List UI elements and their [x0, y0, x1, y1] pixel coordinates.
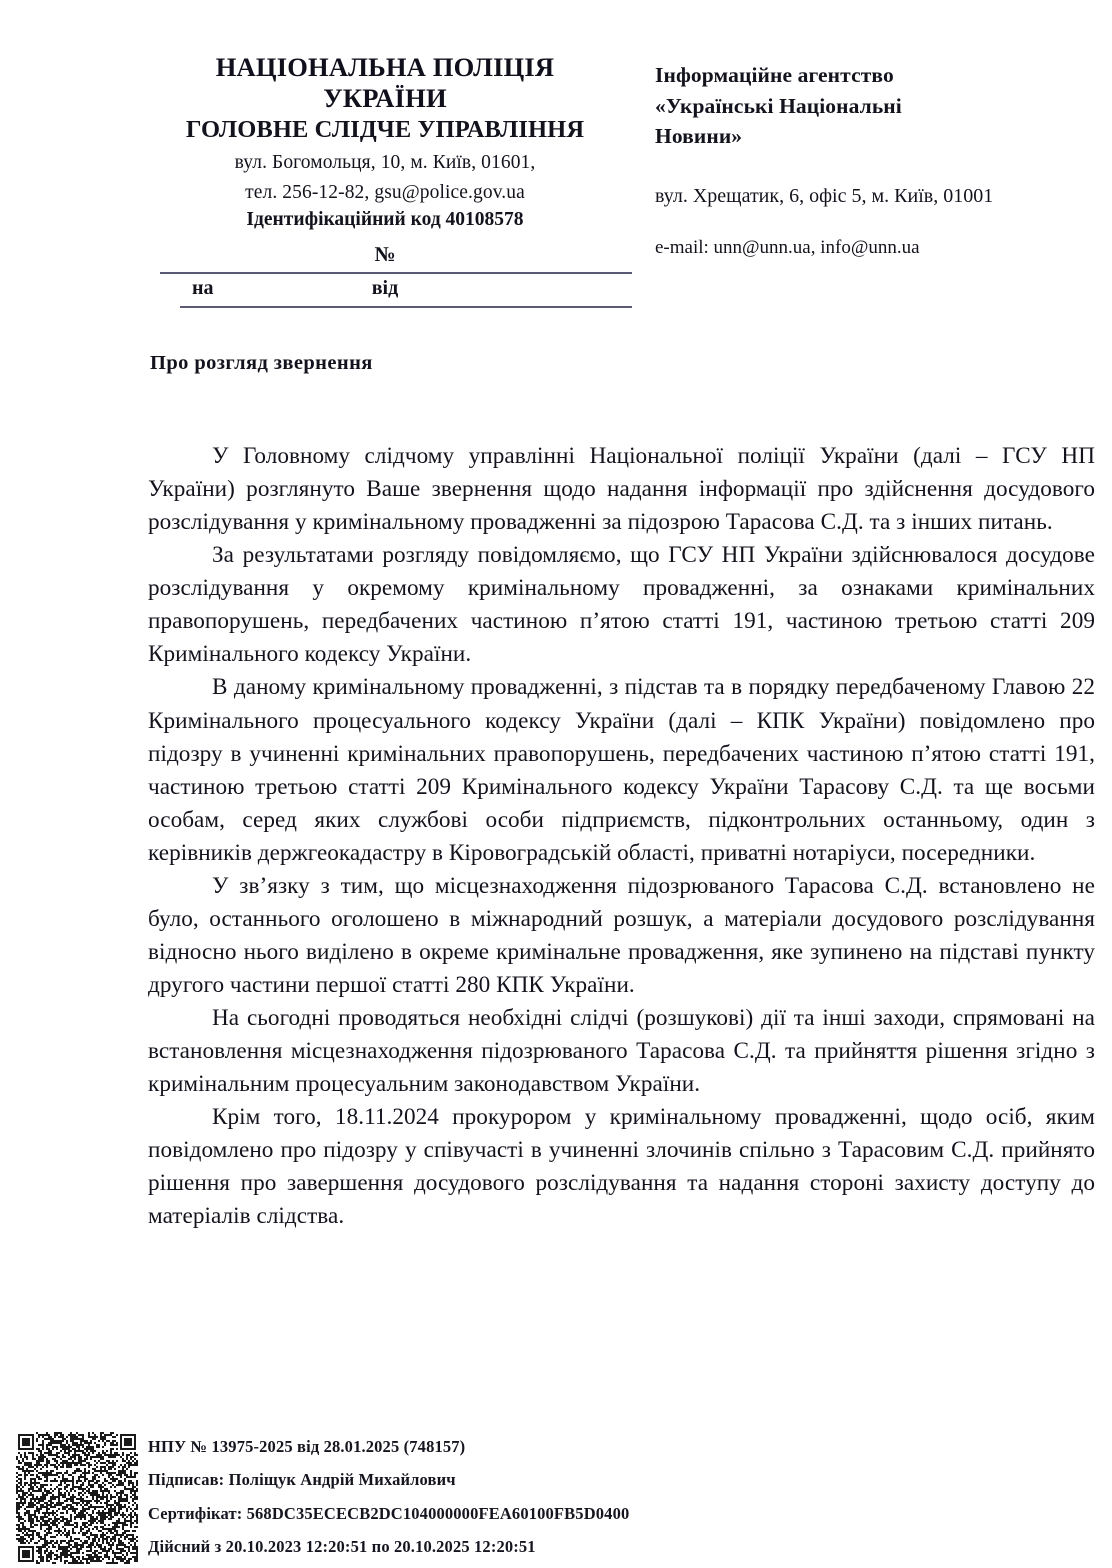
on-label: на: [192, 276, 214, 299]
recipient-org-line2: «Українські Національні: [655, 93, 902, 118]
number-label: №: [374, 241, 396, 266]
body-paragraph: За результатами розгляду повідомляємо, що ГСУ НП України здійснювалося досудове розслідування у окремому кримінальному провадженні, за ознаками кримінальних правопорушень, передбачених частиною п’ятою статті 191, частиною третьою статті 209 Кримінального кодексу України.: [148, 542, 1095, 668]
sender-org-line2: УКРАЇНИ: [323, 82, 447, 113]
recipient-address: вул. Хрещатик, 6, офіс 5, м. Київ, 01001: [655, 184, 994, 207]
sender-contacts: тел. 256-12-82, gsu@police.gov.ua: [245, 182, 525, 204]
reference-row: [150, 276, 620, 308]
reference-rule: [180, 306, 632, 308]
letter-body: [148, 440, 1095, 1234]
sender-letterhead: [150, 52, 620, 308]
sender-org-line1: НАЦІОНАЛЬНА ПОЛІЦІЯ: [215, 52, 555, 82]
recipient-block: [655, 60, 1085, 261]
body-paragraph: В даному кримінальному провадженні, з підстав та в порядку передбаченому Главою 22 Кримінального процесуального кодексу України (далі – КПК України) повідомлено про підозру в учиненні кримінальних правопорушень, передбачених частиною п’ятою статті 191, частиною третьою статті 209 Кримінального кодексу України Тарасову С.Д. та ще восьми особам, серед яких службові особи підприємств, підконтрольних останньому, один з керівників держгеокадастру в Кіровоградській області, приватні нотаріуси, посередники.: [148, 674, 1095, 866]
body-paragraph: Крім того, 18.11.2024 прокурором у кримінальному провадженні, щодо осіб, яким повідомлено про підозру у співучасті в учиненні злочинів спільно з Тарасовим С.Д. прийнято рішення про завершення досудового розслідування та надання стороні захисту доступу до матеріалів слідства.: [148, 1104, 1095, 1230]
registration-line: НПУ № 13975-2025 від 28.01.2025 (748157): [148, 1437, 466, 1456]
recipient-email: e-mail: unn@unn.ua, info@unn.ua: [655, 236, 920, 258]
qr-code-icon: [16, 1432, 138, 1564]
document-number-row: [150, 241, 620, 274]
sender-address: вул. Богомольця, 10, м. Київ, 01601,: [234, 151, 536, 173]
from-label: від: [371, 276, 399, 299]
recipient-org-line1: Інформаційне агентство: [655, 63, 894, 87]
recipient-org-line3: Новини»: [655, 124, 743, 149]
certificate-line: Сертифікат: 568DC35ECECB2DC104000000FEA60100FB5D0400: [148, 1503, 630, 1523]
digital-signature-block: [14, 1428, 1104, 1568]
letter-header: [0, 52, 1112, 302]
sender-identification-code: Ідентифікаційний код 40108578: [246, 208, 524, 230]
sender-department: ГОЛОВНЕ СЛІДЧЕ УПРАВЛІННЯ: [185, 116, 585, 144]
letter-subject: Про розгляд звернення: [150, 352, 373, 374]
signature-details: [148, 1430, 1088, 1563]
body-paragraph: У Головному слідчому управлінні Національної поліції України (далі – ГСУ НП України) розглянуто Ваше звернення щодо надання інформації про здійснення досудового розслідування у кримінальному провадженні за підозрою Тарасова С.Д. та з інших питань.: [148, 443, 1095, 536]
validity-line: Дійсний з 20.10.2023 12:20:51 по 20.10.2025 12:20:51: [148, 1536, 536, 1556]
body-paragraph: На сьогодні проводяться необхідні слідчі (розшукові) дії та інші заходи, спрямовані на встановлення місцезнаходження підозрюваного Тарасова С.Д. та прийняття рішення згідно з кримінальним процесуальним законодавством України.: [148, 1005, 1095, 1098]
number-rule: [160, 272, 632, 274]
signed-by-line: Підписав: Поліщук Андрій Михайлович: [148, 1470, 456, 1490]
body-paragraph: У зв’язку з тим, що місцезнаходження підозрюваного Тарасова С.Д. встановлено не було, останнього оголошено в міжнародний розшук, а матеріали досудового розслідування відносно нього виділено в окреме кримінальне провадження, яке зупинено на підставі пункту другого частини першої статті 280 КПК України.: [148, 872, 1095, 998]
